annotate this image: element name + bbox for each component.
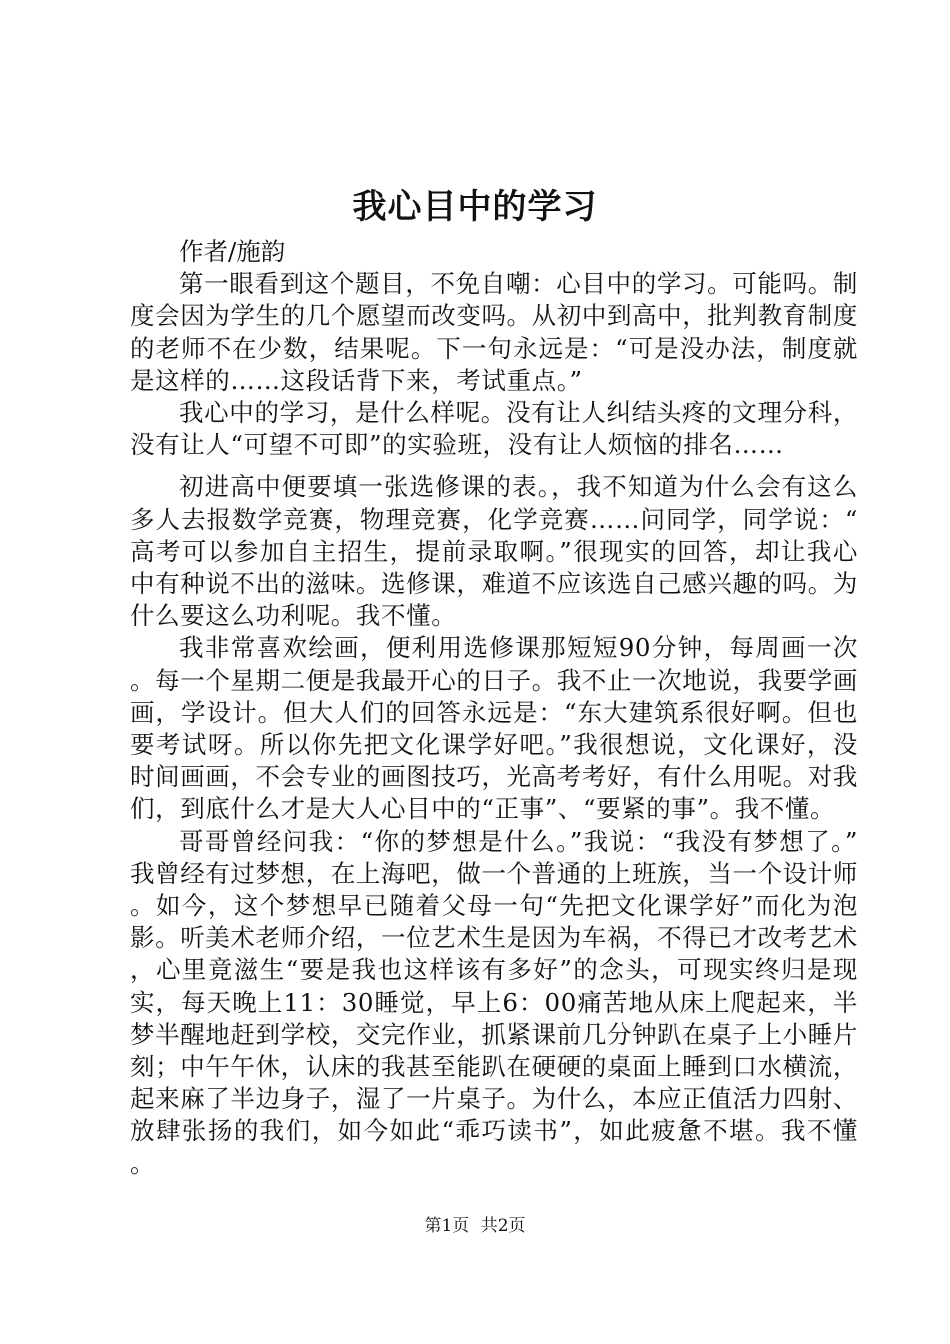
paragraph-gap (130, 461, 858, 471)
paragraph: 第一眼看到这个题目，不免自嘲：心目中的学习。可能吗。制度会因为学生的几个愿望而改变吗。从初中到高中，批判教育制度的老师不在少数，结果呢。下一句永远是：“可是没办法，制度就是这样的……这段话背下来，考试重点。” (130, 269, 858, 395)
paragraph: 我心中的学习，是什么样呢。没有让人纠结头疼的文理分科，没有让人“可望不可即”的实验班，没有让人烦恼的排名…… (130, 398, 858, 460)
paragraph: 我非常喜欢绘画，便利用选修课那短短90分钟，每周画一次。每一个星期二便是我最开心的日子。我不止一次地说，我要学画画，学设计。但大人们的回答永远是：“东大建筑系很好啊。但也要考试呀。所以你先把文化课学好吧。”我很想说，文化课好，没时间画画，不会专业的画图技巧，光高考考好，有什么用呢。对我们，到底什么才是大人心目中的“正事”、“要紧的事”。我不懂。 (130, 633, 858, 824)
document-title: 我心目中的学习 (352, 187, 598, 227)
paragraph: 哥哥曾经问我：“你的梦想是什么。”我说：“我没有梦想了。”我曾经有过梦想，在上海吧，做一个普通的上班族，当一个设计师。如今，这个梦想早已随着父母一句“先把文化课学好”而化为泡影。听美术老师介绍，一位艺术生是因为车祸，不得已才改考艺术，心里竟滋生“要是我也这样该有多好”的念头，可现实终归是现实，每天晚上11：30睡觉，早上6：00痛苦地从床上爬起来，半梦半醒地赶到学校，交完作业，抓紧课前几分钟趴在桌子上小睡片刻；中午午休，认床的我甚至能趴在硬硬的桌面上睡到口水横流，起来麻了半边身子，湿了一片桌子。为什么，本应正值活力四射、放肆张扬的我们，如今如此“乖巧读书”，如此疲惫不堪。我不懂。 (130, 826, 858, 1178)
page-number: 第1页 (424, 1216, 470, 1236)
author-line: 作者/施韵 (179, 237, 286, 266)
paragraph: 初进高中便要填一张选修课的表。，我不知道为什么会有这么多人去报数学竞赛，物理竞赛，化学竞赛……问同学，同学说：“高考可以参加自主招生，提前录取啊。”很现实的回答，却让我心中有种说不出的滋味。选修课，难道不应该选自己感兴趣的吗。为什么要这么功利呢。我不懂。 (130, 472, 858, 631)
document-body (130, 236, 858, 1180)
page-footer (0, 1214, 950, 1238)
page-total: 共2页 (480, 1216, 526, 1236)
